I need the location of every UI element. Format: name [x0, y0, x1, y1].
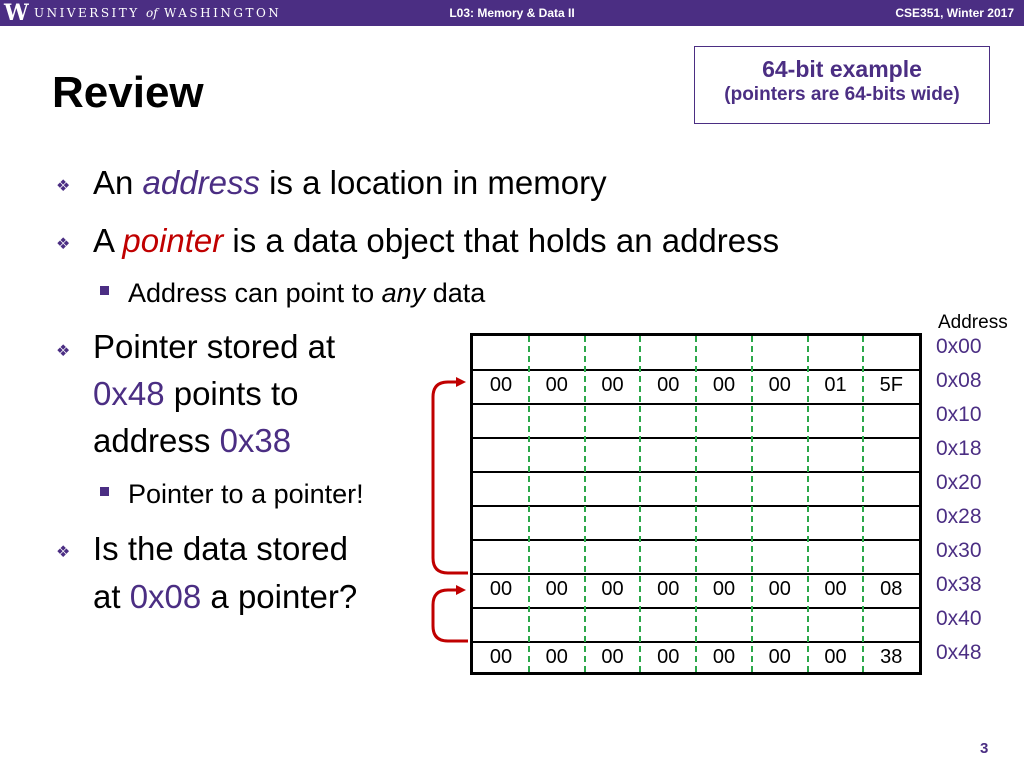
address-label: 0x18 [936, 437, 982, 460]
memory-byte: 00 [768, 578, 791, 600]
sub-bullet-any-data: Address can point to any data [128, 278, 486, 308]
memory-byte: 00 [657, 646, 680, 668]
memory-byte: 08 [880, 578, 903, 600]
address-label: 0x48 [936, 641, 982, 664]
course-name: CSE351, Winter 2017 [895, 6, 1014, 20]
memory-byte: 00 [489, 578, 513, 600]
memory-byte: 00 [768, 646, 791, 668]
address-label: 0x28 [936, 505, 982, 528]
bullet-icon: ❖ [56, 544, 71, 561]
memory-byte: 00 [601, 578, 624, 600]
memory-byte: 00 [768, 374, 791, 396]
sub-bullet-pointer-to-pointer: Pointer to a pointer! [128, 479, 364, 509]
memory-byte: 00 [545, 578, 568, 600]
address-column-label: Address [938, 312, 1008, 333]
bullet-stored-line1: Pointer stored at [93, 328, 336, 365]
arrow-0x38-to-0x08 [433, 382, 468, 573]
callout-line2: (pointers are 64-bits wide) [724, 84, 960, 105]
lecture-title: L03: Memory & Data II [449, 6, 575, 20]
memory-byte: 00 [545, 374, 568, 396]
memory-byte: 00 [489, 374, 513, 396]
address-label: 0x38 [936, 573, 982, 596]
uw-logo: W [4, 0, 29, 26]
memory-byte: 00 [824, 578, 847, 600]
memory-byte: 38 [880, 646, 903, 668]
address-label: 0x10 [936, 403, 982, 426]
bullet-icon: ❖ [56, 178, 71, 195]
address-label: 0x20 [936, 471, 982, 494]
memory-byte: 00 [601, 374, 624, 396]
bullet-pointer: A pointer is a data object that holds an address [93, 222, 780, 259]
university-name: UNIVERSITY of WASHINGTON [34, 6, 282, 20]
bullet-stored-line3: address 0x38 [93, 422, 292, 459]
memory-byte: 5F [879, 374, 903, 396]
memory-byte: 00 [824, 646, 847, 668]
memory-byte: 01 [824, 374, 847, 396]
address-label: 0x40 [936, 607, 982, 630]
memory-byte: 00 [601, 646, 624, 668]
address-label: 0x08 [936, 369, 982, 392]
memory-byte: 00 [712, 374, 736, 396]
address-label: 0x00 [936, 335, 982, 358]
memory-byte: 00 [657, 374, 680, 396]
bullet-question-line1: Is the data stored [93, 530, 348, 567]
memory-byte: 00 [712, 646, 736, 668]
bullet-stored-line2: 0x48 points to [93, 375, 299, 412]
bullet-address: An address is a location in memory [93, 164, 607, 201]
callout-line1: 64-bit example [762, 56, 922, 82]
page-number: 3 [980, 740, 989, 757]
bullet-icon: ❖ [56, 236, 71, 253]
bullet-icon: ❖ [56, 343, 71, 360]
memory-byte: 00 [489, 646, 513, 668]
address-label: 0x30 [936, 539, 982, 562]
slide-title: Review [52, 68, 204, 117]
memory-byte: 00 [657, 578, 680, 600]
arrow-0x48-to-0x38 [433, 590, 468, 641]
memory-byte: 00 [712, 578, 736, 600]
bullet-question-line2: at 0x08 a pointer? [93, 578, 358, 615]
memory-byte: 00 [545, 646, 568, 668]
